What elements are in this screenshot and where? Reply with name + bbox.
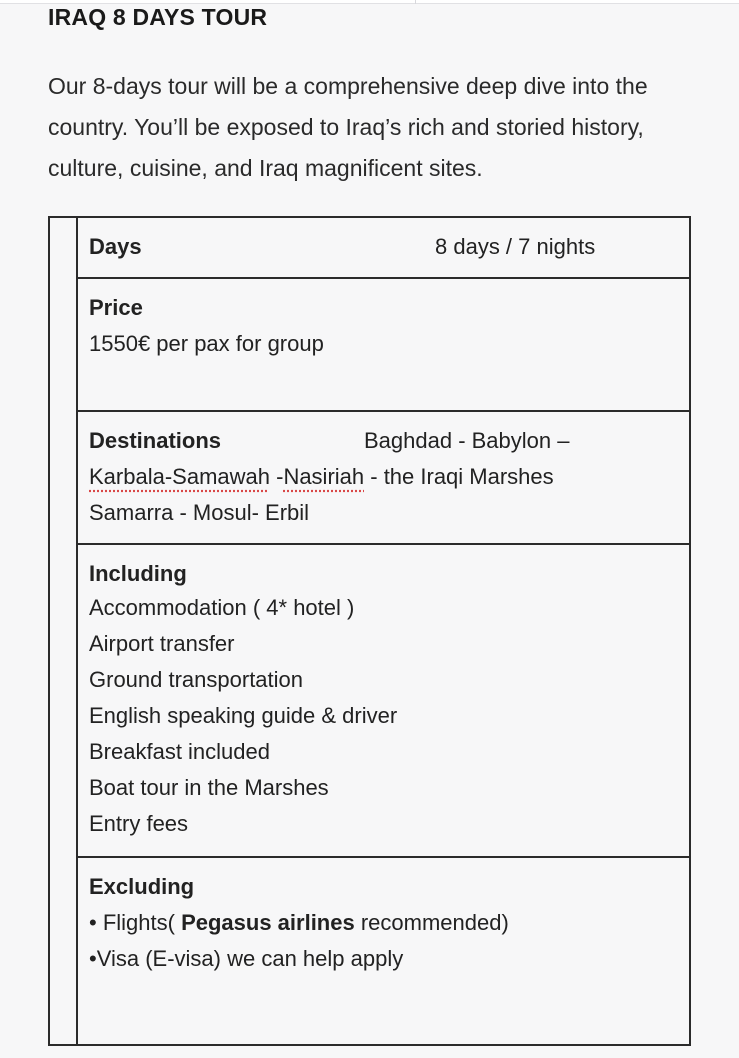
table-row-excluding — [78, 858, 689, 1058]
destinations-line3: Samarra - Mosul- Erbil — [89, 500, 310, 525]
excluding-item-flights — [89, 910, 509, 936]
spellcheck-word-nasiriah: Nasiriah — [283, 464, 365, 489]
including-item: Airport transfer — [89, 631, 235, 656]
including-item: Accommodation ( 4* hotel ) — [89, 595, 355, 620]
destinations-line2 — [89, 464, 554, 490]
page-title: IRAQ 8 DAYS TOUR — [48, 4, 268, 30]
including-item: English speaking guide & driver — [89, 703, 398, 728]
flights-prefix: • Flights( — [89, 910, 182, 935]
airline-name: Pegasus airlines — [181, 910, 355, 935]
spellcheck-word-karbala-samawah: Karbala-Samawah — [89, 464, 270, 489]
destinations-line1: Baghdad - Babylon – — [364, 428, 570, 453]
including-item: Ground transportation — [89, 667, 304, 692]
price-label: Price — [89, 295, 143, 320]
including-label: Including — [89, 561, 187, 586]
table-row-price — [78, 279, 689, 412]
flights-suffix: recommended) — [354, 910, 509, 935]
destinations-line2-rest: - the Iraqi Marshes — [364, 464, 554, 489]
including-item: Boat tour in the Marshes — [89, 775, 329, 800]
table-row-destinations — [78, 412, 689, 545]
excluding-item-visa: •Visa (E-visa) we can help apply — [89, 946, 404, 971]
top-bar-divider — [415, 0, 416, 4]
intro-paragraph: Our 8-days tour will be a comprehensive deep dive into the country. You’ll be exposed to Iraq’s rich and storied history, culture, cuisine, and Iraq magnificent sites. — [48, 73, 648, 181]
table-row-days — [78, 218, 689, 279]
price-value: 1550€ per pax for group — [89, 331, 324, 356]
days-value: 8 days / 7 nights — [435, 234, 596, 259]
destinations-line2-dash: - — [269, 464, 284, 489]
including-item: Breakfast included — [89, 739, 270, 764]
days-label: Days — [89, 234, 142, 259]
excluding-label: Excluding — [89, 874, 195, 899]
including-list — [89, 590, 397, 842]
destinations-label: Destinations — [89, 428, 222, 453]
tour-details-table — [48, 216, 691, 1046]
including-item: Entry fees — [89, 811, 189, 836]
table-row-including — [78, 545, 689, 858]
